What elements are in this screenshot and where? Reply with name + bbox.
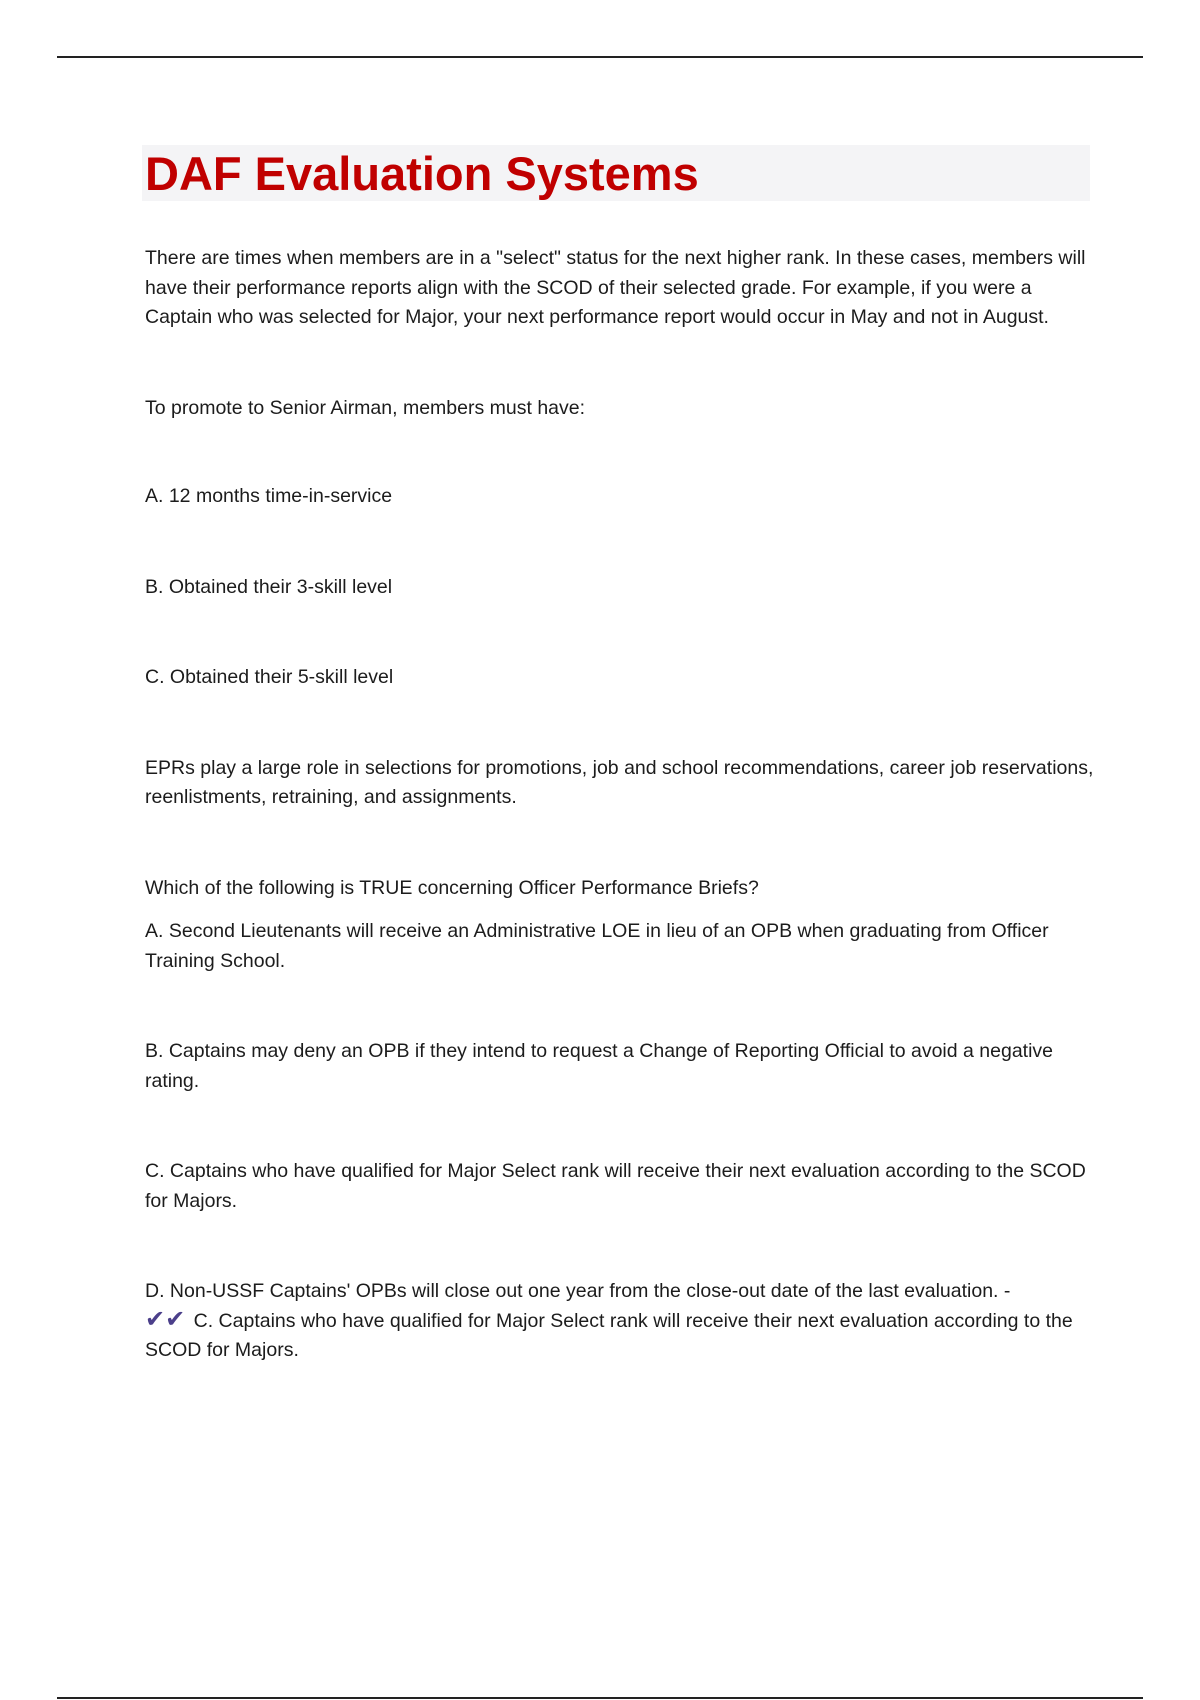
question-1-option-a: A. 12 months time-in-service <box>145 485 393 507</box>
document-body <box>145 244 1095 1366</box>
epr-paragraph: EPRs play a large role in selections for promotions, job and school recommendations, career job reservations, reenlistments, retraining, and assignments. <box>145 756 1094 808</box>
question-2-option-d-with-answer <box>145 1277 1095 1366</box>
document-title: DAF Evaluation Systems <box>145 147 699 200</box>
question-1-option-b: B. Obtained their 3-skill level <box>145 575 393 598</box>
question-1-option-c: C. Obtained their 5-skill level <box>145 666 394 688</box>
intro-paragraph: There are times when members are in a "select" status for the next higher rank. In these cases, members will have their performance reports align with the SCOD of their selected grade. For example, if you were a Captain who was selected for Major, your next performance report would occur in May and not in August. <box>145 247 1086 328</box>
question-2-answer: C. Captains who have qualified for Major Select rank will receive their next evaluation according to the SCOD for Majors. <box>145 1309 1073 1361</box>
double-checkmark-icon: ✔✔ <box>145 1305 186 1333</box>
question-2-prompt: Which of the following is TRUE concerning Officer Performance Briefs? <box>145 876 759 899</box>
question-1-prompt: To promote to Senior Airman, members must have: <box>145 396 586 419</box>
question-2-option-d: D. Non-USSF Captains' OPBs will close out one year from the close-out date of the last evaluation. - <box>145 1280 1011 1302</box>
bottom-rule <box>57 1697 1143 1699</box>
top-rule <box>57 56 1143 58</box>
question-2-option-b: B. Captains may deny an OPB if they intend to request a Change of Reporting Official to avoid a negative rating. <box>145 1040 1054 1092</box>
question-2-option-c: C. Captains who have qualified for Major Select rank will receive their next evaluation according to the SCOD for Majors. <box>145 1160 1086 1212</box>
question-2-option-a: A. Second Lieutenants will receive an Administrative LOE in lieu of an OPB when graduating from Officer Training School. <box>145 920 1049 972</box>
